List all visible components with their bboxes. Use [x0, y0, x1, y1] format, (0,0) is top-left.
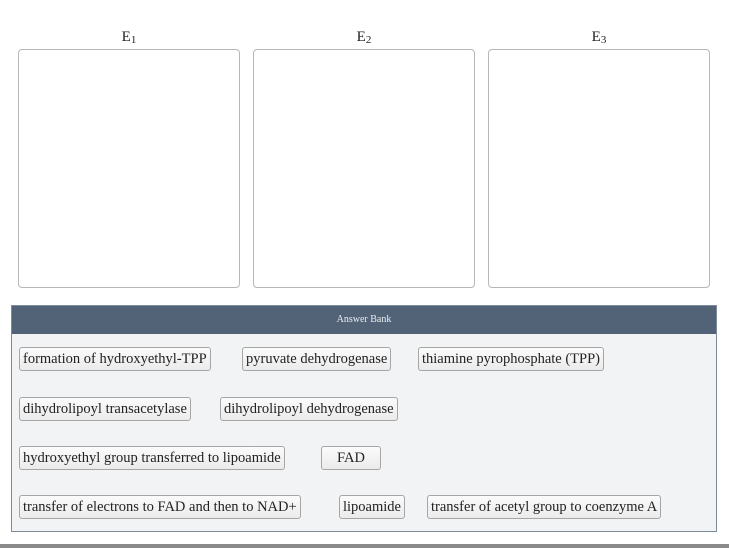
- answer-chip-lipoamide[interactable]: lipoamide: [339, 495, 405, 519]
- answer-chip-fad[interactable]: FAD: [321, 446, 381, 470]
- answer-chip-transfer-acetyl-coenzyme-a[interactable]: transfer of acetyl group to coenzyme A: [427, 495, 661, 519]
- drop-zone-e3[interactable]: [488, 49, 710, 288]
- answer-bank: [11, 305, 717, 532]
- drop-zone-e2[interactable]: [253, 49, 475, 288]
- answer-chip-transfer-electrons-fad-nad[interactable]: transfer of electrons to FAD and then to NAD+: [19, 495, 301, 519]
- answer-chip-pyruvate-dehydrogenase[interactable]: pyruvate dehydrogenase: [242, 347, 391, 371]
- answer-chip-thiamine-pyrophosphate[interactable]: thiamine pyrophosphate (TPP): [418, 347, 604, 371]
- answer-chip-hydroxyethyl-to-lipoamide[interactable]: hydroxyethyl group transferred to lipoamide: [19, 446, 285, 470]
- bin-label-e3: $E_3$: [591, 29, 607, 46]
- bottom-divider: [0, 544, 729, 548]
- drop-zone-e1[interactable]: [18, 49, 240, 288]
- answer-chip-formation-of-hydroxyethyl-tpp[interactable]: formation of hydroxyethyl-TPP: [19, 347, 211, 371]
- bin-label-e1: $E_1$: [121, 29, 137, 46]
- bin-label-e2: $E_2$: [356, 29, 372, 46]
- answer-chip-dihydrolipoyl-dehydrogenase[interactable]: dihydrolipoyl dehydrogenase: [220, 397, 398, 421]
- answer-bank-header: Answer Bank: [12, 306, 716, 334]
- answer-chip-dihydrolipoyl-transacetylase[interactable]: dihydrolipoyl transacetylase: [19, 397, 191, 421]
